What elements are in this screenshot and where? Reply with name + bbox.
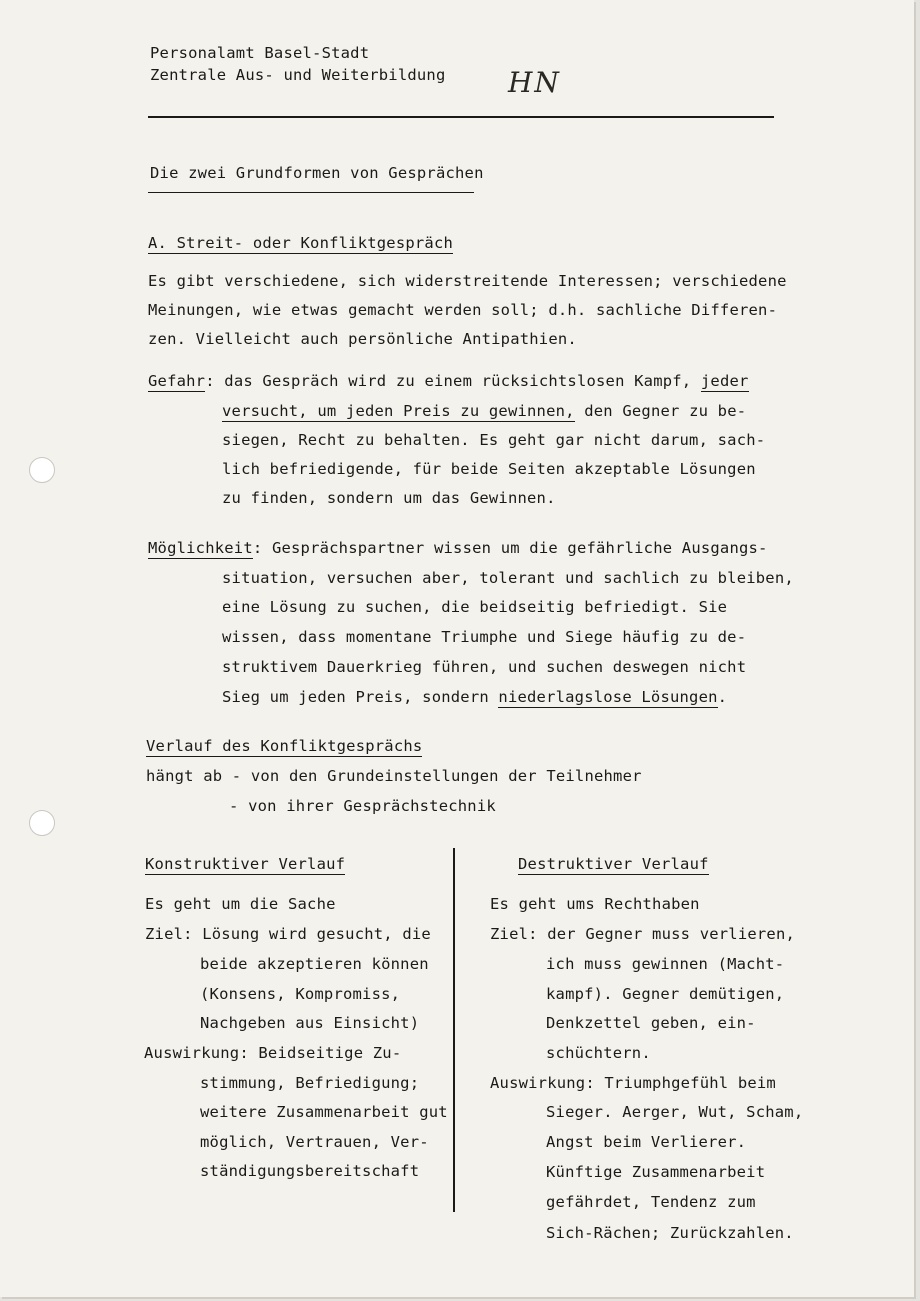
handwritten-initials: HN (508, 66, 561, 99)
konstruktiv-line: möglich, Vertrauen, Ver- (200, 1133, 429, 1151)
intro-line: Es gibt verschiedene, sich widerstreitende Interessen; verschiedene (148, 272, 787, 290)
punch-hole-top (29, 457, 55, 483)
section-a-heading: A. Streit- oder Konfliktgespräch (148, 234, 454, 252)
verlauf-line: - von ihrer Gesprächstechnik (229, 797, 496, 815)
verlauf-heading: Verlauf des Konfliktgesprächs (146, 737, 423, 755)
destruktiv-line: gefährdet, Tendenz zum (546, 1193, 756, 1211)
moeglichkeit-line: situation, versuchen aber, tolerant und sachlich zu bleiben, (222, 569, 794, 587)
destruktiv-line: Sich-Rächen; Zurückzahlen. (546, 1224, 794, 1242)
moeglichkeit-line: eine Lösung zu suchen, die beidseitig befriedigt. Sie (222, 598, 728, 616)
gefahr-text: den Gegner zu be- (574, 402, 747, 420)
destruktiv-line: Auswirkung: Triumphgefühl beim (490, 1074, 776, 1092)
destruktiv-line: Angst beim Verlierer. (546, 1133, 747, 1151)
destruktiv-line: Künftige Zusammenarbeit (546, 1163, 766, 1181)
page-title: Die zwei Grundformen von Gesprächen (150, 164, 484, 182)
konstruktiv-line: (Konsens, Kompromiss, (200, 985, 401, 1003)
destruktiv-line: ich muss gewinnen (Macht- (546, 955, 785, 973)
moeglichkeit-label-row (148, 539, 768, 557)
destruktiv-line: kampf). Gegner demütigen, (546, 985, 785, 1003)
moeglichkeit-period: . (717, 688, 728, 706)
gefahr-text: das Gespräch wird zu einem rücksichtslosen Kampf, (224, 372, 701, 390)
destruktiv-line: Sieger. Aerger, Wut, Scham, (546, 1103, 804, 1121)
gefahr-line: zu finden, sondern um das Gewinnen. (222, 489, 556, 507)
konstruktiv-line: ständigungsbereitschaft (200, 1162, 420, 1180)
gefahr-label-row (148, 372, 749, 390)
gefahr-label: Gefahr (148, 372, 206, 390)
gefahr-line (222, 402, 746, 420)
destruktiv-line: Denkzettel geben, ein- (546, 1014, 756, 1032)
header-department: Zentrale Aus- und Weiterbildung (150, 66, 446, 84)
moeglichkeit-emphasis: niederlagslose Lösungen (498, 688, 718, 706)
gefahr-emphasis: versucht, um jeden Preis zu gewinnen, (222, 402, 575, 420)
konstruktiv-line: Es geht um die Sache (145, 895, 336, 913)
gefahr-line: lich befriedigende, für beide Seiten akzeptable Lösungen (222, 460, 756, 478)
column-divider (453, 848, 455, 1212)
intro-line: Meinungen, wie etwas gemacht werden soll; d.h. sachliche Differen- (148, 301, 778, 319)
konstruktiv-line: stimmung, Befriedigung; (200, 1074, 420, 1092)
destruktiv-line: schüchtern. (546, 1044, 651, 1062)
moeglichkeit-line (222, 688, 727, 706)
konstruktiv-line: Ziel: Lösung wird gesucht, die (145, 925, 431, 943)
konstruktiv-line: beide akzeptieren können (200, 955, 429, 973)
destruktiv-line: Es geht ums Rechthaben (490, 895, 700, 913)
gefahr-line: siegen, Recht zu behalten. Es geht gar nicht darum, sach- (222, 431, 766, 449)
moeglichkeit-text: Gesprächspartner wissen um die gefährliche Ausgangs- (271, 539, 768, 557)
konstruktiv-line: Nachgeben aus Einsicht) (200, 1014, 420, 1032)
moeglichkeit-text: Sieg um jeden Preis, sondern (222, 688, 499, 706)
gefahr-emphasis: jeder (700, 372, 749, 390)
header-office: Personalamt Basel-Stadt (150, 44, 370, 62)
gefahr-colon: : (205, 372, 225, 390)
moeglichkeit-line: struktivem Dauerkrieg führen, und suchen deswegen nicht (222, 658, 747, 676)
konstruktiv-line: weitere Zusammenarbeit gut (200, 1103, 448, 1121)
punch-hole-bottom (29, 810, 55, 836)
bleed-through-text (540, 18, 548, 40)
moeglichkeit-colon: : (252, 539, 272, 557)
konstruktiv-heading: Konstruktiver Verlauf (145, 855, 346, 873)
verlauf-line: hängt ab - von den Grundeinstellungen der Teilnehmer (146, 767, 642, 785)
konstruktiv-line: Auswirkung: Beidseitige Zu- (144, 1044, 402, 1062)
destruktiv-line: Ziel: der Gegner muss verlieren, (490, 925, 796, 943)
title-underline (148, 192, 474, 193)
destruktiv-heading: Destruktiver Verlauf (518, 855, 709, 873)
moeglichkeit-label: Möglichkeit (148, 539, 253, 557)
intro-line: zen. Vielleicht auch persönliche Antipathien. (148, 330, 577, 348)
header-rule (148, 116, 774, 118)
moeglichkeit-line: wissen, dass momentane Triumphe und Siege häufig zu de- (222, 628, 747, 646)
